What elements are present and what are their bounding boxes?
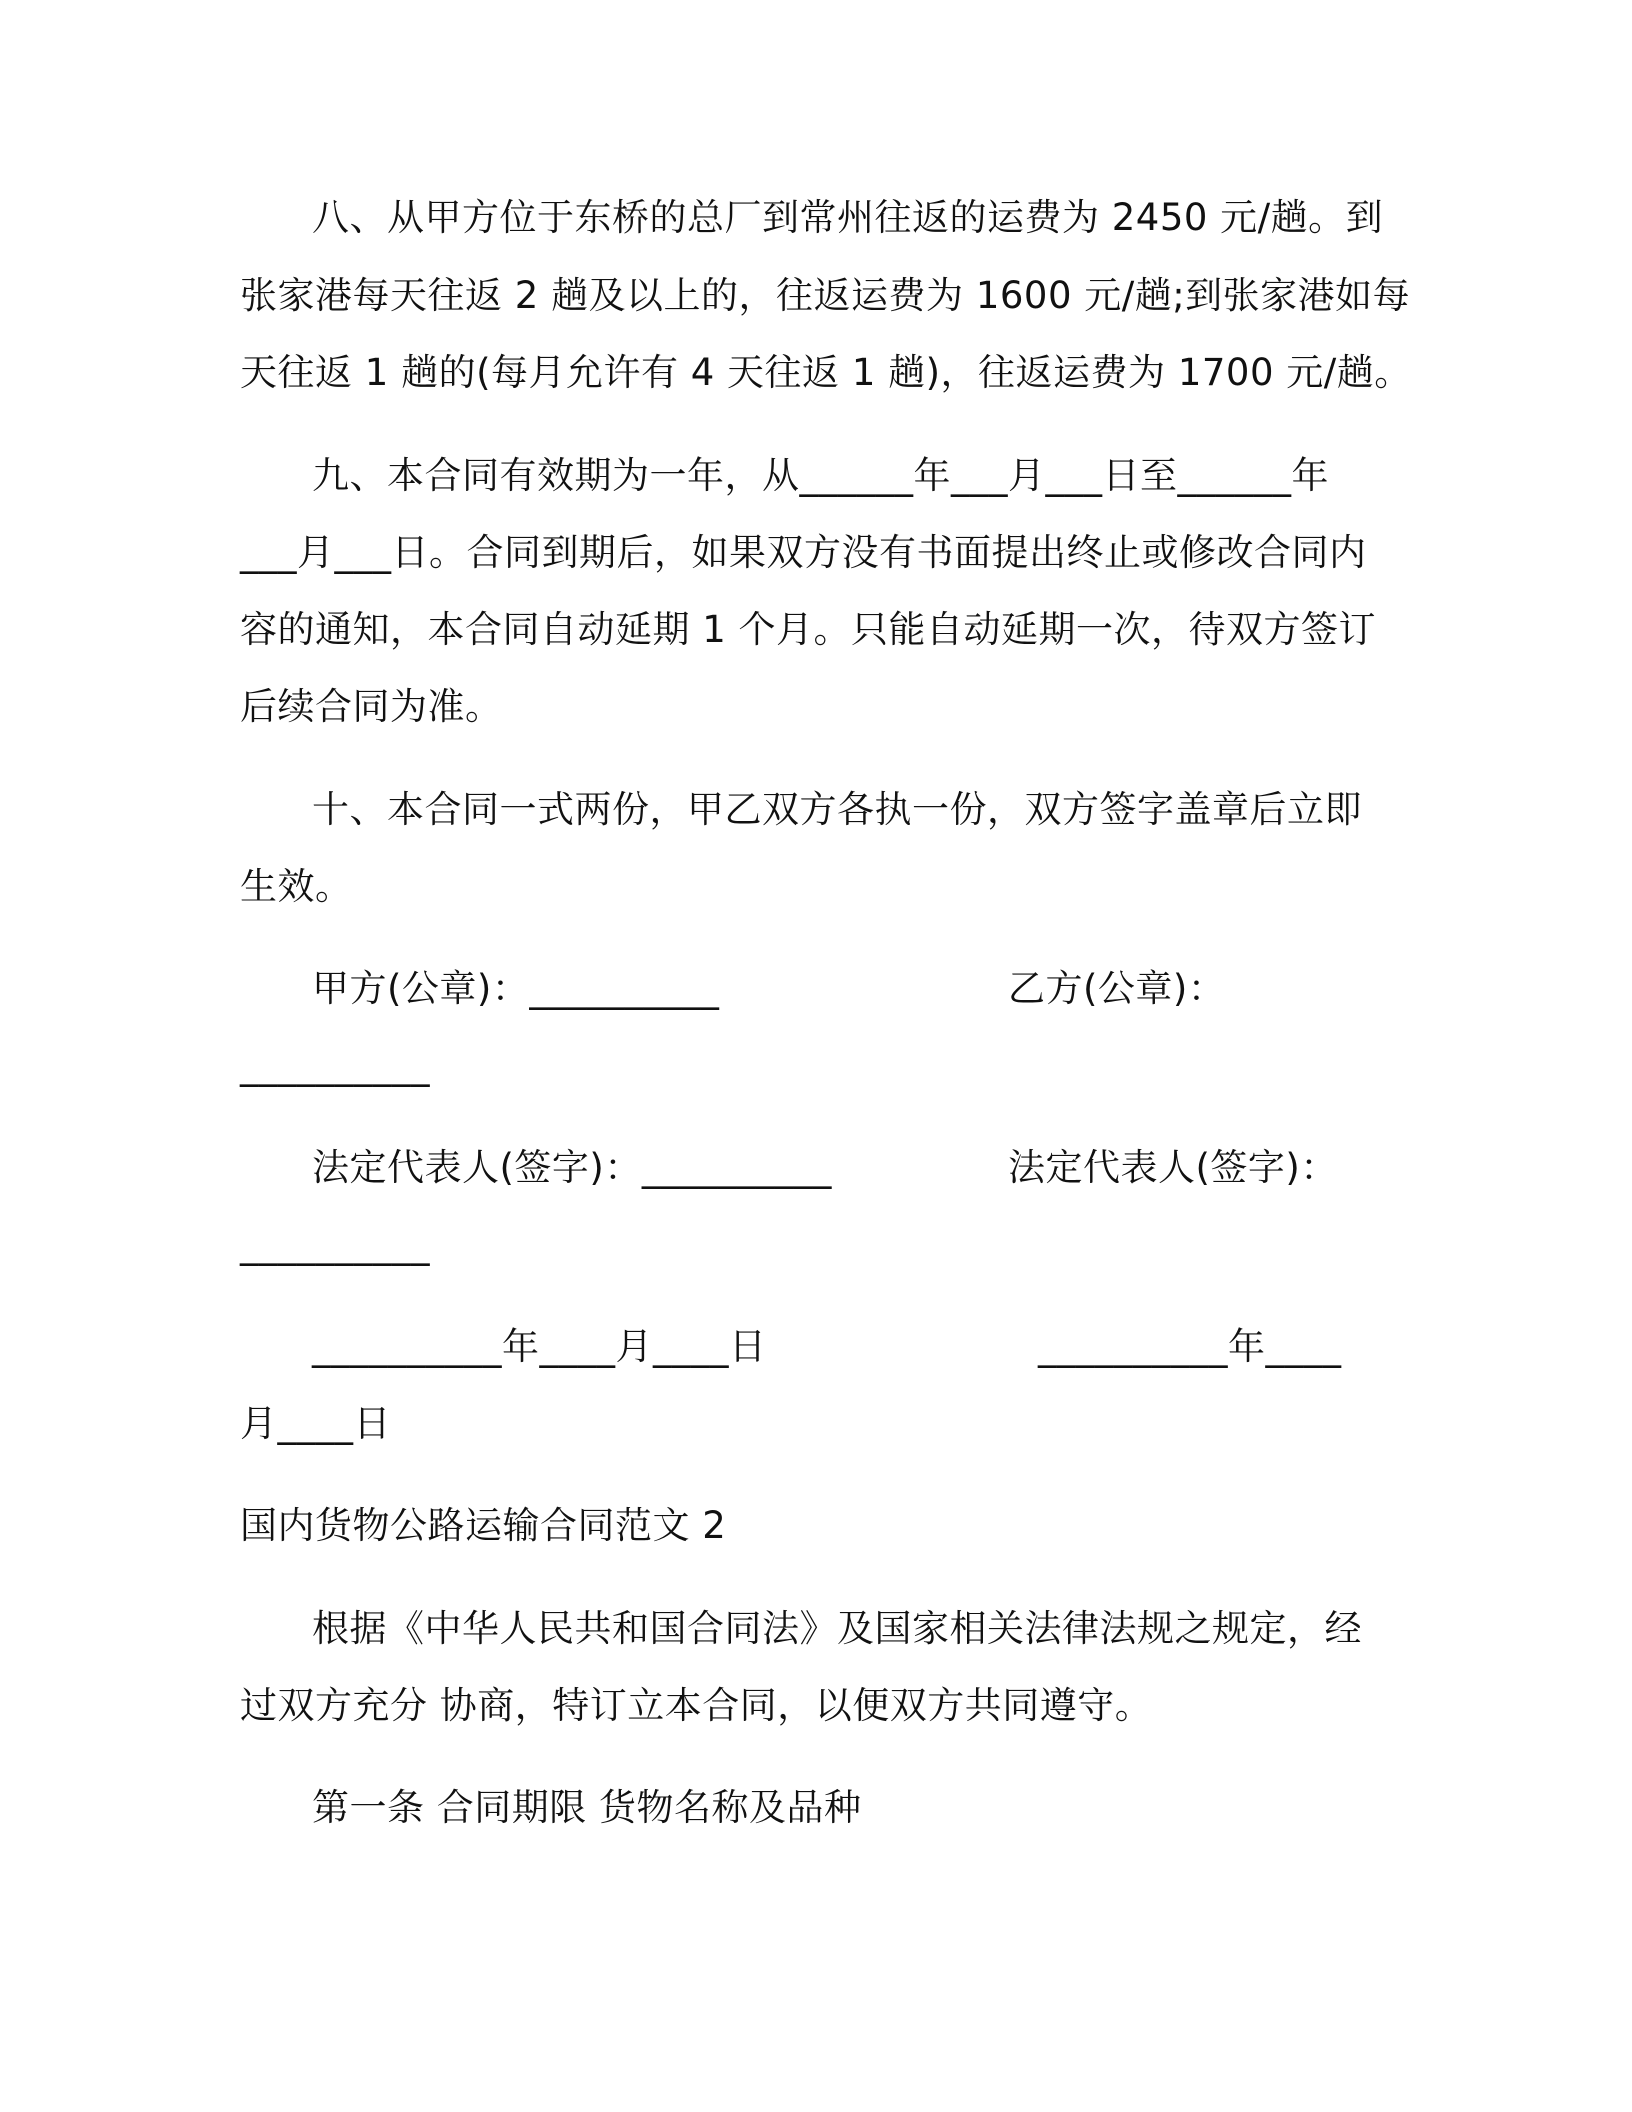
clause-9-line-4: 后续合同为准。 (240, 685, 503, 728)
clause-10-line-2: 生效。 (240, 865, 353, 908)
article-1-heading: 第一条 合同期限 货物名称及品种 (312, 1786, 862, 1829)
party-b-seal-blank: __________ (240, 1044, 430, 1087)
party-a-seal: 甲方(公章)：__________ (312, 967, 720, 1010)
party-a-representative: 法定代表人(签字)：__________ (312, 1146, 832, 1189)
clause-8-line-1: 八、从甲方位于东桥的总厂到常州往返的运费为 2450 元/趟。到 (312, 196, 1384, 239)
clause-9-line-3: 容的通知，本合同自动延期 1 个月。只能自动延期一次，待双方签订 (240, 608, 1377, 651)
clause-10-line-1: 十、本合同一式两份，甲乙双方各执一份，双方签字盖章后立即 (312, 788, 1362, 831)
clause-9-line-1: 九、本合同有效期为一年，从______年___月___日至______年 (312, 454, 1329, 497)
party-b-seal: 乙方(公章)： (1008, 967, 1226, 1010)
party-b-date-continued: 月____日 (240, 1402, 391, 1445)
clause-8-line-3: 天往返 1 趟的(每月允许有 4 天往返 1 趟)，往返运费为 1700 元/趟。 (240, 351, 1412, 394)
party-b-representative: 法定代表人(签字)： (1008, 1146, 1338, 1189)
party-b-representative-blank: __________ (240, 1223, 430, 1266)
preamble-line-2: 过双方充分 协商，特订立本合同，以便双方共同遵守。 (240, 1684, 1153, 1727)
party-b-date: __________年____ (1038, 1325, 1342, 1368)
clause-8-line-2: 张家港每天往返 2 趟及以上的，往返运费为 1600 元/趟;到张家港如每 (240, 274, 1411, 317)
second-contract-title: 国内货物公路运输合同范文 2 (240, 1504, 727, 1547)
clause-9-line-2: ___月___日。合同到期后，如果双方没有书面提出终止或修改合同内 (240, 531, 1367, 574)
party-a-date: __________年____月____日 (312, 1325, 767, 1368)
preamble-line-1: 根据《中华人民共和国合同法》及国家相关法律法规之规定，经 (312, 1607, 1362, 1650)
